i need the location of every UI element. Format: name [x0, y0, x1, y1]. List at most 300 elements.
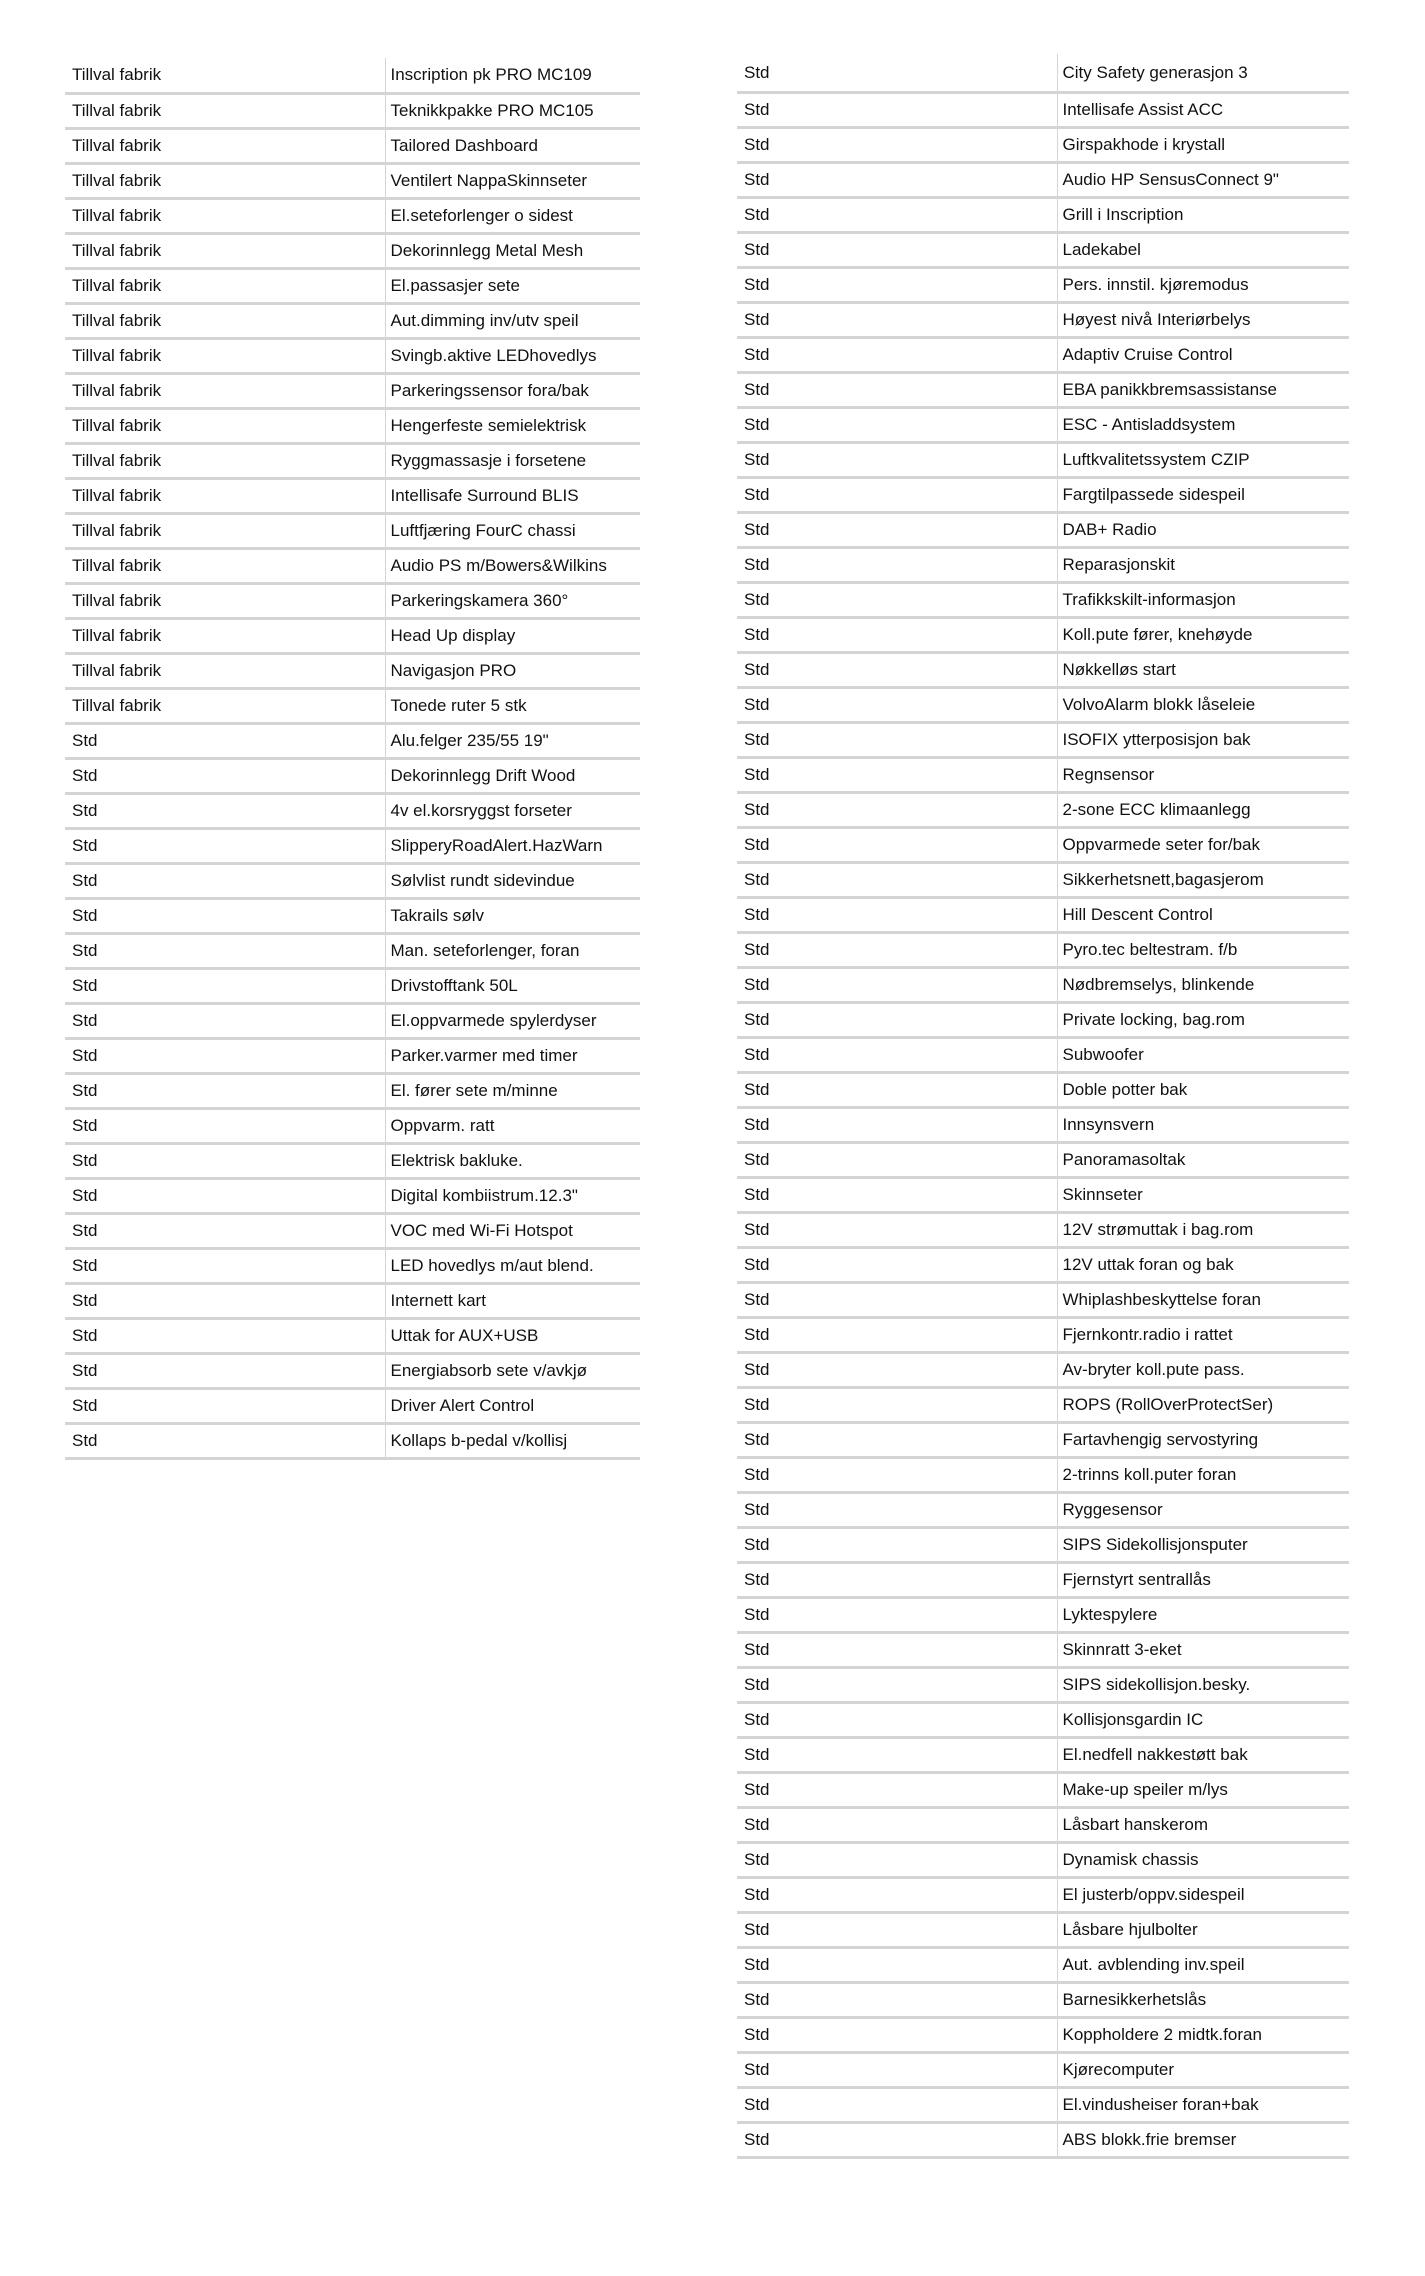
- equipment-cell: Koppholdere 2 midtk.foran: [1057, 2017, 1349, 2052]
- equipment-cell: Dynamisk chassis: [1057, 1842, 1349, 1877]
- table-row: [737, 302, 1349, 337]
- table-row: [737, 862, 1349, 897]
- category-cell: Std: [737, 1562, 1057, 1597]
- equipment-cell: El.seteforlenger o sidest: [385, 198, 640, 233]
- table-row: [737, 337, 1349, 372]
- category-cell: Tillval fabrik: [65, 688, 385, 723]
- category-cell: Tillval fabrik: [65, 58, 385, 93]
- equipment-cell: SIPS sidekollisjon.besky.: [1057, 1667, 1349, 1702]
- equipment-cell: Drivstofftank 50L: [385, 968, 640, 1003]
- equipment-cell: Av-bryter koll.pute pass.: [1057, 1352, 1349, 1387]
- category-cell: Std: [65, 1143, 385, 1178]
- category-cell: Std: [737, 722, 1057, 757]
- equipment-cell: El justerb/oppv.sidespeil: [1057, 1877, 1349, 1912]
- table-row: [65, 758, 640, 793]
- table-row: [65, 583, 640, 618]
- table-row: [737, 932, 1349, 967]
- equipment-cell: Lyktespylere: [1057, 1597, 1349, 1632]
- category-cell: Std: [737, 792, 1057, 827]
- table-row: [737, 2017, 1349, 2052]
- category-cell: Std: [737, 1527, 1057, 1562]
- equipment-cell: El.vindusheiser foran+bak: [1057, 2087, 1349, 2122]
- category-cell: Std: [737, 1492, 1057, 1527]
- category-cell: Std: [737, 267, 1057, 302]
- equipment-table-left: [65, 58, 640, 1460]
- category-cell: Std: [65, 1108, 385, 1143]
- category-cell: Std: [737, 757, 1057, 792]
- equipment-cell: El.nedfell nakkestøtt bak: [1057, 1737, 1349, 1772]
- equipment-cell: Oppvarmede seter for/bak: [1057, 827, 1349, 862]
- table-row: [737, 162, 1349, 197]
- table-row: [65, 793, 640, 828]
- category-cell: Std: [737, 442, 1057, 477]
- equipment-cell: Kjørecomputer: [1057, 2052, 1349, 2087]
- category-cell: Std: [65, 1073, 385, 1108]
- equipment-table-right: [737, 54, 1349, 2159]
- equipment-cell: Aut.dimming inv/utv speil: [385, 303, 640, 338]
- equipment-cell: Koll.pute fører, knehøyde: [1057, 617, 1349, 652]
- table-row: [737, 897, 1349, 932]
- table-row: [737, 407, 1349, 442]
- category-cell: Std: [737, 1282, 1057, 1317]
- category-cell: Std: [737, 1737, 1057, 1772]
- category-cell: Std: [737, 1842, 1057, 1877]
- category-cell: Tillval fabrik: [65, 303, 385, 338]
- equipment-cell: Svingb.aktive LEDhovedlys: [385, 338, 640, 373]
- table-row: [737, 1772, 1349, 1807]
- category-cell: Std: [737, 127, 1057, 162]
- table-row: [65, 268, 640, 303]
- category-cell: Tillval fabrik: [65, 513, 385, 548]
- table-row: [737, 1457, 1349, 1492]
- table-row: [737, 1212, 1349, 1247]
- category-cell: Std: [737, 407, 1057, 442]
- equipment-cell: LED hovedlys m/aut blend.: [385, 1248, 640, 1283]
- category-cell: Tillval fabrik: [65, 653, 385, 688]
- equipment-cell: Fartavhengig servostyring: [1057, 1422, 1349, 1457]
- category-cell: Std: [737, 1667, 1057, 1702]
- table-row: [737, 127, 1349, 162]
- table-row: [65, 513, 640, 548]
- equipment-cell: Høyest nivå Interiørbelys: [1057, 302, 1349, 337]
- equipment-cell: El. fører sete m/minne: [385, 1073, 640, 1108]
- table-row: [65, 1073, 640, 1108]
- table-row: [737, 1982, 1349, 2017]
- category-cell: Std: [737, 967, 1057, 1002]
- table-row: [737, 1632, 1349, 1667]
- category-cell: Std: [737, 1177, 1057, 1212]
- category-cell: Std: [737, 1457, 1057, 1492]
- equipment-cell: Takrails sølv: [385, 898, 640, 933]
- table-row: [737, 1737, 1349, 1772]
- table-row: [737, 827, 1349, 862]
- category-cell: Std: [737, 652, 1057, 687]
- category-cell: Std: [737, 232, 1057, 267]
- equipment-cell: Parkeringssensor fora/bak: [385, 373, 640, 408]
- category-cell: Std: [737, 477, 1057, 512]
- equipment-cell: Uttak for AUX+USB: [385, 1318, 640, 1353]
- category-cell: Std: [737, 617, 1057, 652]
- category-cell: Std: [737, 302, 1057, 337]
- equipment-cell: Elektrisk bakluke.: [385, 1143, 640, 1178]
- equipment-cell: SIPS Sidekollisjonsputer: [1057, 1527, 1349, 1562]
- table-row: [737, 582, 1349, 617]
- equipment-cell: Ladekabel: [1057, 232, 1349, 267]
- equipment-cell: Ryggmassasje i forsetene: [385, 443, 640, 478]
- category-cell: Std: [737, 1597, 1057, 1632]
- table-row: [737, 54, 1349, 92]
- table-row: [65, 1108, 640, 1143]
- table-row: [737, 1037, 1349, 1072]
- table-row: [737, 1667, 1349, 1702]
- table-row: [65, 1388, 640, 1423]
- category-cell: Std: [65, 863, 385, 898]
- category-cell: Std: [737, 162, 1057, 197]
- table-row: [65, 618, 640, 653]
- category-cell: Std: [737, 1387, 1057, 1422]
- equipment-cell: Oppvarm. ratt: [385, 1108, 640, 1143]
- equipment-cell: Kollaps b-pedal v/kollisj: [385, 1423, 640, 1458]
- table-row: [737, 757, 1349, 792]
- equipment-cell: Innsynsvern: [1057, 1107, 1349, 1142]
- category-cell: Std: [737, 1632, 1057, 1667]
- equipment-cell: Hengerfeste semielektrisk: [385, 408, 640, 443]
- table-row: [737, 1912, 1349, 1947]
- category-cell: Std: [737, 1772, 1057, 1807]
- equipment-cell: Grill i Inscription: [1057, 197, 1349, 232]
- equipment-cell: Fjernkontr.radio i rattet: [1057, 1317, 1349, 1352]
- category-cell: Tillval fabrik: [65, 548, 385, 583]
- table-row: [65, 233, 640, 268]
- category-cell: Tillval fabrik: [65, 163, 385, 198]
- table-row: [65, 338, 640, 373]
- equipment-cell: Nøkkelløs start: [1057, 652, 1349, 687]
- equipment-cell: Man. seteforlenger, foran: [385, 933, 640, 968]
- category-cell: Std: [737, 197, 1057, 232]
- table-row: [737, 2087, 1349, 2122]
- category-cell: Std: [737, 582, 1057, 617]
- category-cell: Std: [737, 862, 1057, 897]
- table-row: [737, 1282, 1349, 1317]
- category-cell: Std: [737, 1877, 1057, 1912]
- table-row: [737, 547, 1349, 582]
- table-row: [737, 1422, 1349, 1457]
- table-row: [737, 92, 1349, 127]
- table-row: [65, 408, 640, 443]
- equipment-cell: Ryggesensor: [1057, 1492, 1349, 1527]
- category-cell: Std: [737, 1912, 1057, 1947]
- category-cell: Std: [737, 92, 1057, 127]
- table-row: [65, 548, 640, 583]
- category-cell: Std: [65, 933, 385, 968]
- equipment-cell: Whiplashbeskyttelse foran: [1057, 1282, 1349, 1317]
- category-cell: Std: [737, 2122, 1057, 2157]
- table-row: [737, 722, 1349, 757]
- category-cell: Std: [737, 1982, 1057, 2017]
- equipment-cell: Head Up display: [385, 618, 640, 653]
- equipment-cell: Intellisafe Assist ACC: [1057, 92, 1349, 127]
- equipment-cell: Dekorinnlegg Drift Wood: [385, 758, 640, 793]
- category-cell: Std: [737, 1807, 1057, 1842]
- category-cell: Std: [65, 1388, 385, 1423]
- equipment-cell: Skinnseter: [1057, 1177, 1349, 1212]
- equipment-cell: Pyro.tec beltestram. f/b: [1057, 932, 1349, 967]
- table-row: [65, 688, 640, 723]
- category-cell: Std: [737, 1947, 1057, 1982]
- category-cell: Std: [65, 1178, 385, 1213]
- table-row: [65, 1143, 640, 1178]
- category-cell: Std: [737, 897, 1057, 932]
- equipment-cell: Sølvlist rundt sidevindue: [385, 863, 640, 898]
- equipment-cell: Tailored Dashboard: [385, 128, 640, 163]
- table-row: [65, 828, 640, 863]
- equipment-cell: Digital kombiistrum.12.3": [385, 1178, 640, 1213]
- category-cell: Std: [737, 2052, 1057, 2087]
- equipment-cell: Parker.varmer med timer: [385, 1038, 640, 1073]
- category-cell: Tillval fabrik: [65, 233, 385, 268]
- equipment-cell: 2-sone ECC klimaanlegg: [1057, 792, 1349, 827]
- table-row: [737, 1247, 1349, 1282]
- equipment-cell: Skinnratt 3-eket: [1057, 1632, 1349, 1667]
- table-row: [737, 1492, 1349, 1527]
- equipment-cell: VOC med Wi-Fi Hotspot: [385, 1213, 640, 1248]
- table-row: [737, 1807, 1349, 1842]
- equipment-cell: Pers. innstil. kjøremodus: [1057, 267, 1349, 302]
- table-row: [737, 792, 1349, 827]
- table-row: [737, 1107, 1349, 1142]
- category-cell: Std: [65, 1423, 385, 1458]
- category-cell: Std: [737, 2017, 1057, 2052]
- category-cell: Std: [65, 968, 385, 1003]
- equipment-cell: Luftkvalitetssystem CZIP: [1057, 442, 1349, 477]
- table-row: [65, 1038, 640, 1073]
- category-cell: Std: [737, 827, 1057, 862]
- equipment-cell: Tonede ruter 5 stk: [385, 688, 640, 723]
- equipment-cell: ISOFIX ytterposisjon bak: [1057, 722, 1349, 757]
- table-row: [737, 1597, 1349, 1632]
- equipment-cell: DAB+ Radio: [1057, 512, 1349, 547]
- table-row: [65, 1003, 640, 1038]
- category-cell: Std: [737, 1212, 1057, 1247]
- table-row: [737, 267, 1349, 302]
- equipment-cell: Regnsensor: [1057, 757, 1349, 792]
- table-row: [737, 512, 1349, 547]
- equipment-cell: Sikkerhetsnett,bagasjerom: [1057, 862, 1349, 897]
- equipment-cell: Aut. avblending inv.speil: [1057, 1947, 1349, 1982]
- category-cell: Tillval fabrik: [65, 478, 385, 513]
- category-cell: Std: [737, 54, 1057, 92]
- equipment-cell: Trafikkskilt-informasjon: [1057, 582, 1349, 617]
- category-cell: Std: [737, 1247, 1057, 1282]
- table-row: [65, 58, 640, 93]
- category-cell: Tillval fabrik: [65, 128, 385, 163]
- table-row: [65, 198, 640, 233]
- equipment-cell: 2-trinns koll.puter foran: [1057, 1457, 1349, 1492]
- equipment-cell: Intellisafe Surround BLIS: [385, 478, 640, 513]
- category-cell: Std: [65, 1353, 385, 1388]
- category-cell: Std: [737, 687, 1057, 722]
- table-row: [65, 1353, 640, 1388]
- category-cell: Tillval fabrik: [65, 338, 385, 373]
- category-cell: Tillval fabrik: [65, 268, 385, 303]
- equipment-cell: Fjernstyrt sentrallås: [1057, 1562, 1349, 1597]
- table-row: [65, 373, 640, 408]
- equipment-cell: VolvoAlarm blokk låseleie: [1057, 687, 1349, 722]
- table-row: [737, 1702, 1349, 1737]
- equipment-cell: 4v el.korsryggst forseter: [385, 793, 640, 828]
- category-cell: Tillval fabrik: [65, 373, 385, 408]
- table-row: [65, 443, 640, 478]
- table-row: [65, 723, 640, 758]
- equipment-cell: Energiabsorb sete v/avkjø: [385, 1353, 640, 1388]
- equipment-cell: Driver Alert Control: [385, 1388, 640, 1423]
- equipment-cell: Make-up speiler m/lys: [1057, 1772, 1349, 1807]
- category-cell: Std: [65, 793, 385, 828]
- table-row: [737, 1562, 1349, 1597]
- table-row: [65, 653, 640, 688]
- category-cell: Std: [737, 1702, 1057, 1737]
- table-row: [65, 863, 640, 898]
- equipment-cell: Audio HP SensusConnect 9": [1057, 162, 1349, 197]
- equipment-cell: Låsbare hjulbolter: [1057, 1912, 1349, 1947]
- table-row: [737, 1877, 1349, 1912]
- category-cell: Std: [737, 372, 1057, 407]
- table-row: [737, 1387, 1349, 1422]
- equipment-cell: 12V uttak foran og bak: [1057, 1247, 1349, 1282]
- equipment-cell: El.passasjer sete: [385, 268, 640, 303]
- equipment-cell: Subwoofer: [1057, 1037, 1349, 1072]
- table-row: [737, 477, 1349, 512]
- equipment-cell: Nødbremselys, blinkende: [1057, 967, 1349, 1002]
- table-row: [737, 232, 1349, 267]
- equipment-cell: Låsbart hanskerom: [1057, 1807, 1349, 1842]
- table-row: [737, 1842, 1349, 1877]
- table-row: [65, 933, 640, 968]
- equipment-cell: Luftfjæring FourC chassi: [385, 513, 640, 548]
- category-cell: Std: [65, 1318, 385, 1353]
- table-row: [737, 2052, 1349, 2087]
- equipment-cell: Kollisjonsgardin IC: [1057, 1702, 1349, 1737]
- equipment-cell: Parkeringskamera 360°: [385, 583, 640, 618]
- table-row: [65, 303, 640, 338]
- equipment-cell: Fargtilpassede sidespeil: [1057, 477, 1349, 512]
- table-row: [737, 1947, 1349, 1982]
- table-row: [737, 1002, 1349, 1037]
- category-cell: Tillval fabrik: [65, 408, 385, 443]
- category-cell: Std: [65, 758, 385, 793]
- table-row: [65, 968, 640, 1003]
- category-cell: Std: [737, 1107, 1057, 1142]
- table-row: [65, 1213, 640, 1248]
- equipment-cell: EBA panikkbremsassistanse: [1057, 372, 1349, 407]
- table-row: [737, 1352, 1349, 1387]
- category-cell: Tillval fabrik: [65, 93, 385, 128]
- table-row: [737, 1317, 1349, 1352]
- equipment-cell: Doble potter bak: [1057, 1072, 1349, 1107]
- category-cell: Tillval fabrik: [65, 618, 385, 653]
- table-row: [65, 93, 640, 128]
- category-cell: Std: [65, 1248, 385, 1283]
- table-row: [737, 967, 1349, 1002]
- table-row: [737, 652, 1349, 687]
- table-row: [737, 1142, 1349, 1177]
- category-cell: Std: [65, 1003, 385, 1038]
- table-row: [65, 1178, 640, 1213]
- table-row: [737, 617, 1349, 652]
- category-cell: Std: [737, 1317, 1057, 1352]
- category-cell: Tillval fabrik: [65, 583, 385, 618]
- equipment-cell: Panoramasoltak: [1057, 1142, 1349, 1177]
- equipment-cell: SlipperyRoadAlert.HazWarn: [385, 828, 640, 863]
- table-row: [65, 128, 640, 163]
- table-row: [65, 1248, 640, 1283]
- table-row: [65, 1318, 640, 1353]
- table-row: [65, 1423, 640, 1458]
- category-cell: Std: [737, 1037, 1057, 1072]
- table-row: [737, 2122, 1349, 2157]
- equipment-cell: Adaptiv Cruise Control: [1057, 337, 1349, 372]
- category-cell: Std: [737, 512, 1057, 547]
- category-cell: Std: [737, 1142, 1057, 1177]
- table-row: [737, 1072, 1349, 1107]
- equipment-cell: Alu.felger 235/55 19": [385, 723, 640, 758]
- category-cell: Std: [737, 1352, 1057, 1387]
- equipment-cell: Inscription pk PRO MC109: [385, 58, 640, 93]
- equipment-cell: Audio PS m/Bowers&Wilkins: [385, 548, 640, 583]
- table-row: [65, 478, 640, 513]
- table-row: [737, 197, 1349, 232]
- equipment-cell: Barnesikkerhetslås: [1057, 1982, 1349, 2017]
- table-row: [737, 372, 1349, 407]
- category-cell: Std: [737, 2087, 1057, 2122]
- equipment-cell: City Safety generasjon 3: [1057, 54, 1349, 92]
- equipment-cell: Reparasjonskit: [1057, 547, 1349, 582]
- equipment-cell: Ventilert NappaSkinnseter: [385, 163, 640, 198]
- equipment-cell: Girspakhode i krystall: [1057, 127, 1349, 162]
- category-cell: Std: [737, 337, 1057, 372]
- category-cell: Std: [65, 898, 385, 933]
- table-row: [65, 163, 640, 198]
- category-cell: Std: [65, 1213, 385, 1248]
- category-cell: Std: [65, 828, 385, 863]
- equipment-cell: El.oppvarmede spylerdyser: [385, 1003, 640, 1038]
- table-row: [737, 687, 1349, 722]
- table-row: [65, 898, 640, 933]
- equipment-cell: Teknikkpakke PRO MC105: [385, 93, 640, 128]
- table-row: [737, 442, 1349, 477]
- category-cell: Std: [65, 723, 385, 758]
- equipment-cell: 12V strømuttak i bag.rom: [1057, 1212, 1349, 1247]
- category-cell: Std: [737, 547, 1057, 582]
- category-cell: Std: [737, 932, 1057, 967]
- equipment-cell: Hill Descent Control: [1057, 897, 1349, 932]
- equipment-cell: Dekorinnlegg Metal Mesh: [385, 233, 640, 268]
- category-cell: Std: [65, 1038, 385, 1073]
- category-cell: Std: [737, 1422, 1057, 1457]
- category-cell: Tillval fabrik: [65, 443, 385, 478]
- category-cell: Tillval fabrik: [65, 198, 385, 233]
- equipment-cell: ESC - Antisladdsystem: [1057, 407, 1349, 442]
- category-cell: Std: [737, 1002, 1057, 1037]
- equipment-cell: Navigasjon PRO: [385, 653, 640, 688]
- table-row: [65, 1283, 640, 1318]
- equipment-cell: Internett kart: [385, 1283, 640, 1318]
- equipment-cell: ABS blokk.frie bremser: [1057, 2122, 1349, 2157]
- table-row: [737, 1177, 1349, 1212]
- equipment-cell: ROPS (RollOverProtectSer): [1057, 1387, 1349, 1422]
- category-cell: Std: [65, 1283, 385, 1318]
- category-cell: Std: [737, 1072, 1057, 1107]
